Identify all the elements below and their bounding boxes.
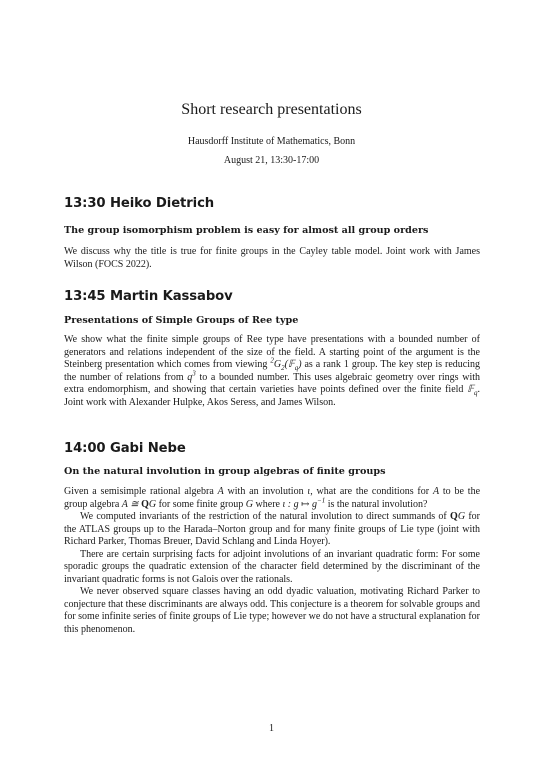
abstract-paragraph-1: Given a semisimple rational algebra A with an involution ι, what are the conditions for A to be the group algebra A ≅ QG for some finite group G where ι : g ↦ $g^{-1}$ is the natural involution? <box>64 486 481 510</box>
talk-title-kassabov: Presentations of Simple Groups of Ree type <box>64 315 299 326</box>
talk-title-dietrich: The group isomorphism problem is easy for almost all group orders <box>64 225 429 236</box>
abstract-paragraph-4: We never observed square classes having an odd dyadic valuation, motivating Richard Parker to conjecture that these discriminants are always odd. This conjecture is a theorem for solvable groups and for some infinite series of finite groups of Lie type; however we do not have a structural explanation for this phenomenon. <box>64 586 480 635</box>
talk-abstract-nebe <box>64 486 480 636</box>
page-title: Short research presentations <box>181 101 362 118</box>
abstract-paragraph-2: We computed invariants of the restriction of the natural involution to direct summands of QG for the ATLAS groups up to the Harada–Norton group and for many finite groups of Lie type (joint with Richard Parker, Thomas Breuer, David Schlang and Linda Hoyer). <box>64 511 480 547</box>
talk-heading-nebe: 14:00 Gabi Nebe <box>64 441 186 456</box>
talk-heading-dietrich: 13:30 Heiko Dietrich <box>64 196 215 211</box>
talk-abstract-dietrich: We discuss why the title is true for finite groups in the Cayley table model. Joint work with James Wilson (FOCS 2022). <box>64 246 480 270</box>
page-number: 1 <box>269 723 274 734</box>
event-date: August 21, 13:30-17:00 <box>223 155 320 166</box>
abstract-paragraph-3: There are certain surprising facts for adjoint involutions of an invariant quadratic form: For some sporadic groups the quadratic extension of the character field determined by the discriminant of the invariant quadratic forms is not Galois over the rationals. <box>64 548 480 585</box>
talk-heading-kassabov: 13:45 Martin Kassabov <box>64 289 233 304</box>
institution: Hausdorff Institute of Mathematics, Bonn <box>187 136 356 147</box>
talk-abstract-kassabov: We show what the finite simple groups of Ree type have presentations with a bounded number of generators and relations independent of the size of the field. A starting point of the argument is the Steinberg presentation which comes from viewing $^2G_2(𝔽_q)$ as a rank 1 group. The key step is reducing the number of relations from $q^3$ to a bounded number. This uses algebraic geometry over rings with extra endomorphism, and showing that certain varieties have points defined over the finite field 𝔽$_q$. Joint work with Alexander Hulpke, Akos Seress, and James Wilson. <box>64 334 480 408</box>
talk-title-nebe: On the natural involution in group algebras of finite groups <box>64 466 386 477</box>
